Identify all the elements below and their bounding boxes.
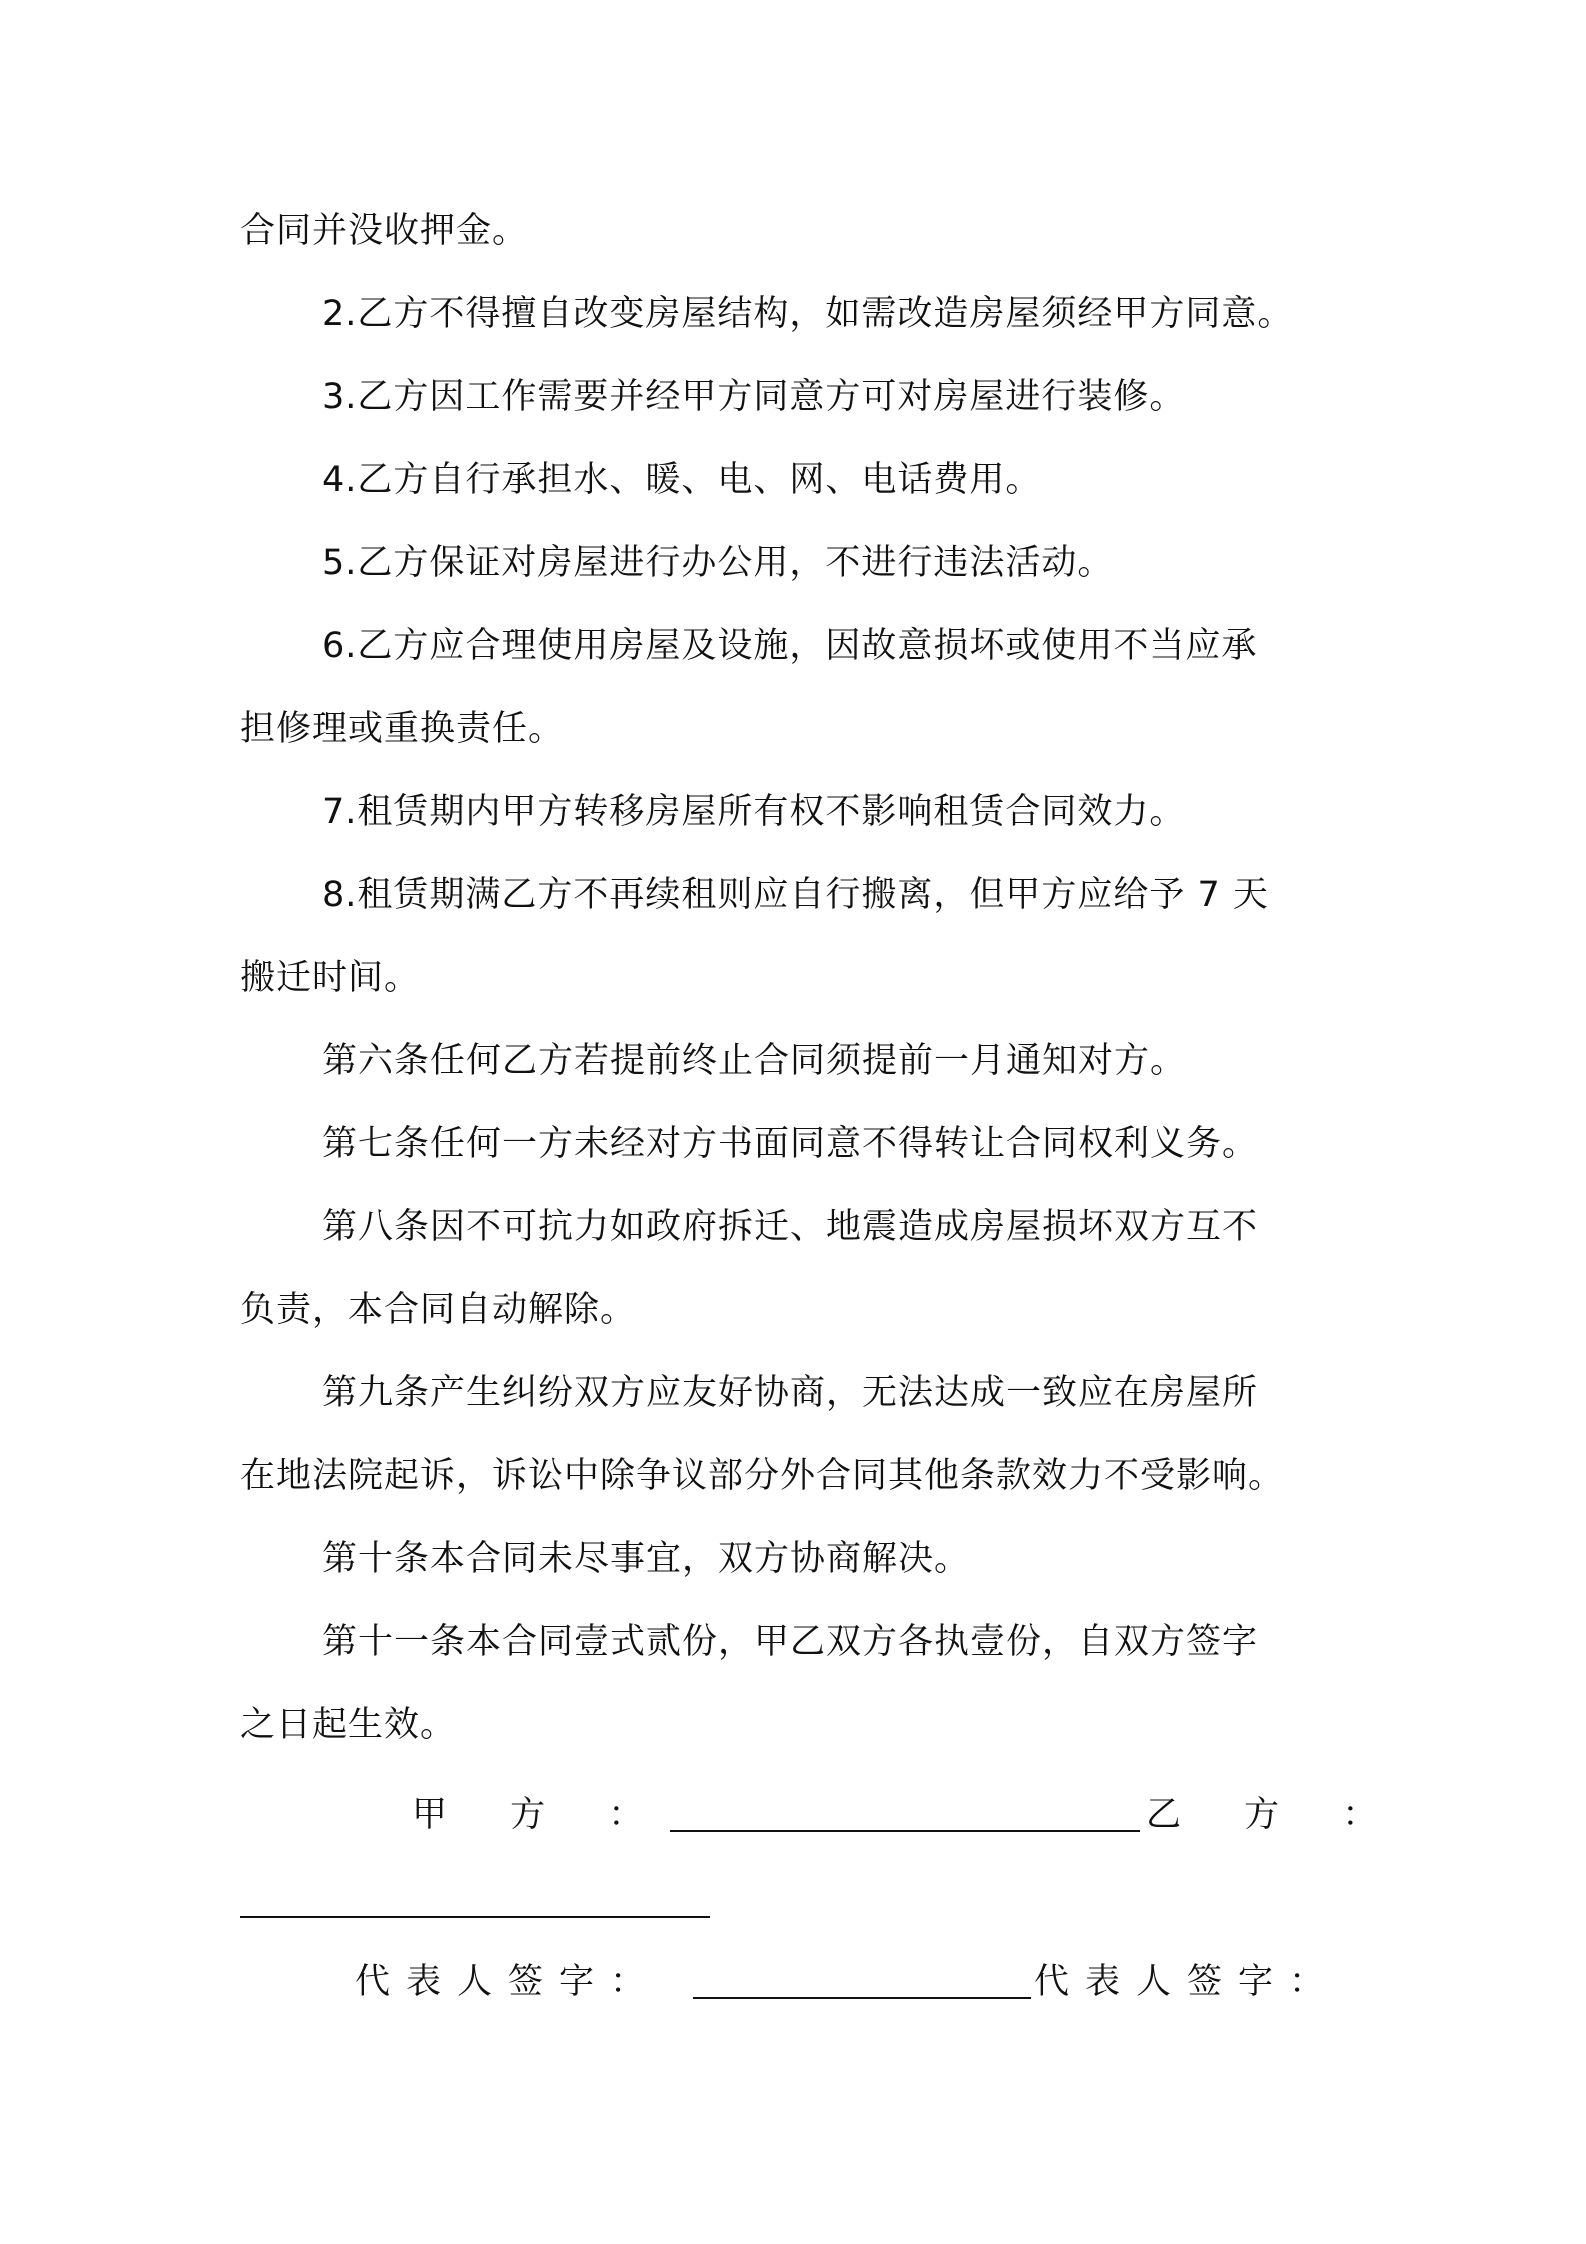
paragraph-line: 2.乙方不得擅自改变房屋结构，如需改造房屋须经甲方同意。 bbox=[322, 294, 1294, 334]
paragraph-line: 8.租赁期满乙方不再续租则应自行搬离，但甲方应给予 7 天 bbox=[322, 875, 1269, 915]
paragraph-line: 第十条本合同未尽事宜，双方协商解决。 bbox=[322, 1539, 971, 1579]
paragraph-line: 合同并没收押金。 bbox=[240, 211, 529, 251]
paragraph-line: 负责，本合同自动解除。 bbox=[240, 1290, 637, 1330]
party-b-label: 乙 方 ： bbox=[1146, 1795, 1404, 1835]
rep-a-label: 代表人签字： bbox=[355, 1962, 662, 2002]
paragraph-line: 搬迁时间。 bbox=[240, 958, 421, 998]
party-a-label: 甲 方 ： bbox=[412, 1795, 670, 1835]
rep-a-signature-line bbox=[693, 1997, 1031, 1999]
paragraph-line: 第八条因不可抗力如政府拆迁、地震造成房屋损坏双方互不 bbox=[322, 1207, 1259, 1247]
paragraph-line: 第七条任何一方未经对方书面同意不得转让合同权利义务。 bbox=[322, 1124, 1259, 1164]
paragraph-line: 第九条产生纠纷双方应友好协商，无法达成一致应在房屋所 bbox=[322, 1373, 1259, 1413]
paragraph-line: 之日起生效。 bbox=[240, 1705, 457, 1745]
paragraph-line: 7.租赁期内甲方转移房屋所有权不影响租赁合同效力。 bbox=[322, 792, 1186, 832]
rep-b-label: 代表人签字： bbox=[1034, 1962, 1341, 2002]
paragraph-line: 4.乙方自行承担水、暖、电、网、电话费用。 bbox=[322, 460, 1042, 500]
paragraph-line: 担修理或重换责任。 bbox=[240, 709, 565, 749]
paragraph-line: 5.乙方保证对房屋进行办公用，不进行违法活动。 bbox=[322, 543, 1114, 583]
paragraph-line: 第六条任何乙方若提前终止合同须提前一月通知对方。 bbox=[322, 1041, 1187, 1081]
paragraph-line: 第十一条本合同壹式贰份，甲乙双方各执壹份，自双方签字 bbox=[322, 1622, 1259, 1662]
party-b-signature-line bbox=[240, 1916, 710, 1918]
paragraph-line: 在地法院起诉，诉讼中除争议部分外合同其他条款效力不受影响。 bbox=[240, 1456, 1285, 1496]
paragraph-line: 6.乙方应合理使用房屋及设施，因故意损坏或使用不当应承 bbox=[322, 626, 1258, 666]
party-a-signature-line bbox=[670, 1830, 1140, 1832]
paragraph-line: 3.乙方因工作需要并经甲方同意方可对房屋进行装修。 bbox=[322, 377, 1186, 417]
contract-body bbox=[240, 190, 1370, 1767]
